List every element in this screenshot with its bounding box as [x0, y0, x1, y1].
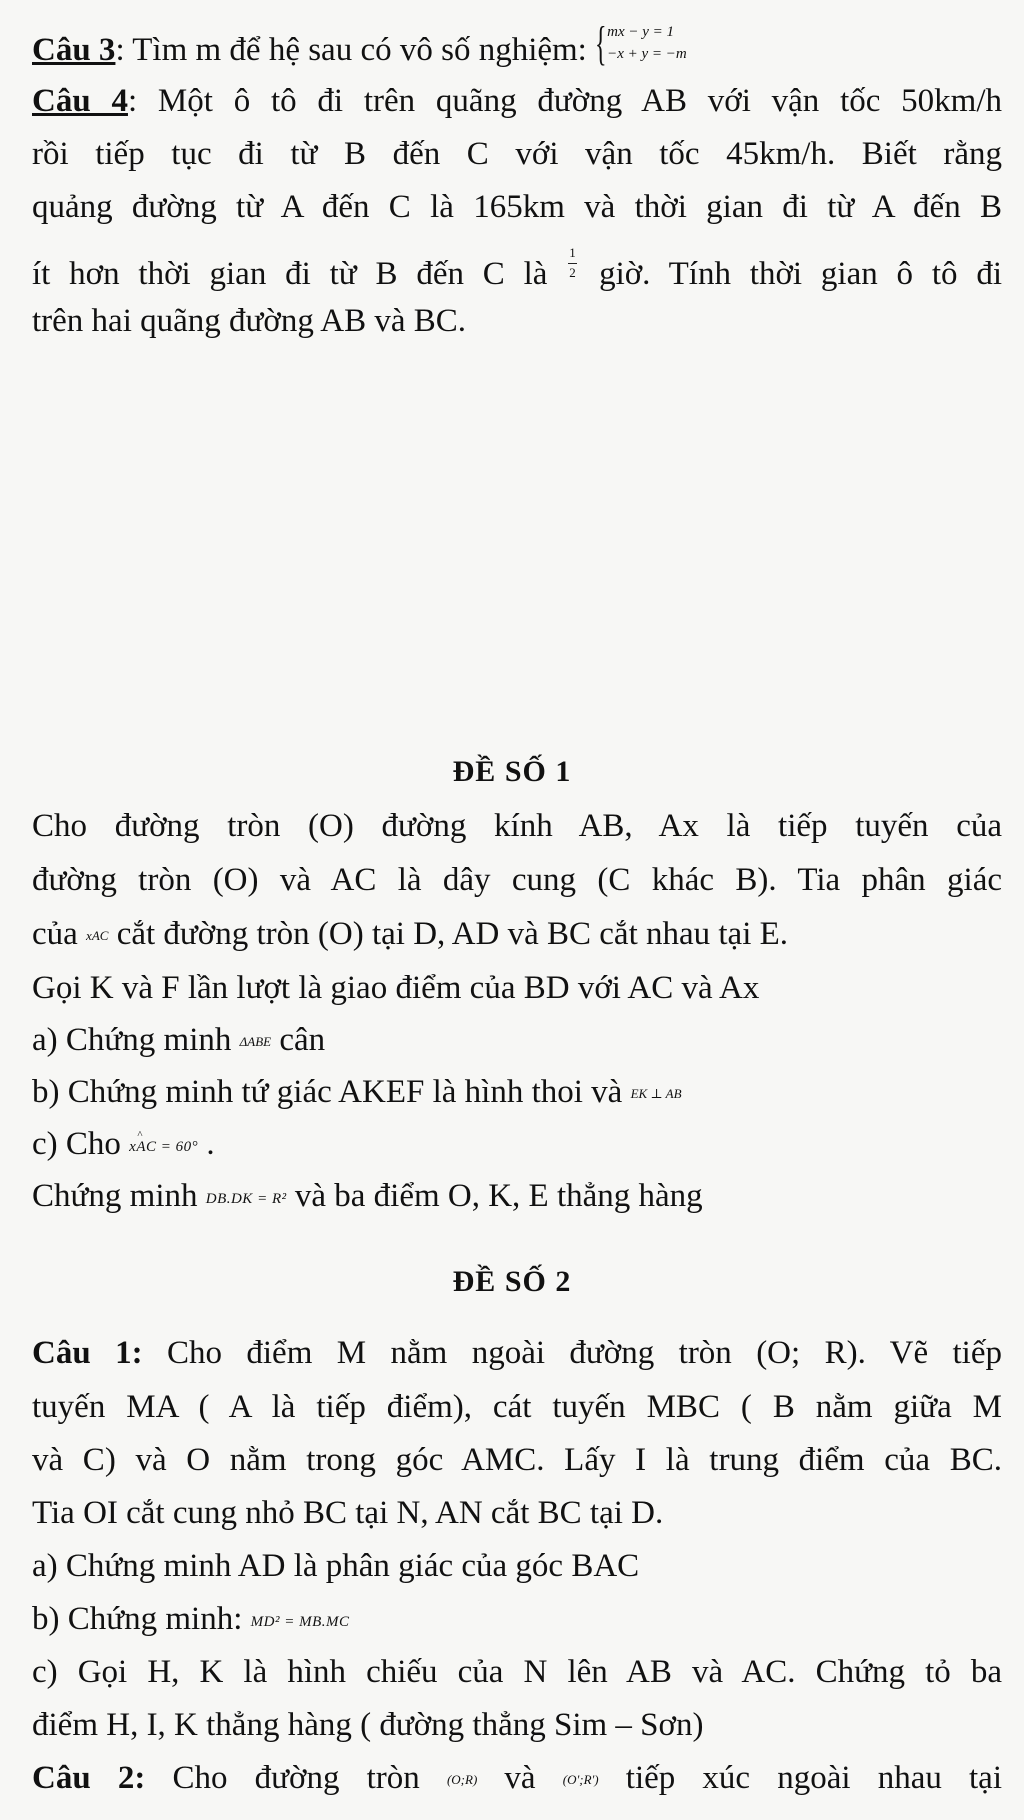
de2-q1-part-c1: c) Gọi H, K là hình chiếu của N lên AB và AC. Chứng tỏ ba: [32, 1654, 1002, 1690]
cau3-label: Câu 3: [32, 32, 116, 68]
cau4-line4-a: ít hơn thời gian đi từ B đến C là: [32, 256, 567, 292]
equation-1: mx − y = 1: [607, 24, 675, 40]
cau4-line-4: [32, 246, 1002, 295]
circle-o-r: (O;R): [446, 1772, 478, 1787]
cau4-line-3: quảng đường từ A đến C là 165km và thời gian đi từ A đến B: [32, 189, 1002, 225]
de1-part-a: [32, 1019, 1002, 1063]
de1-a-text: a) Chứng minh: [32, 1022, 240, 1058]
cau4-line1-text: : Một ô tô đi trên quãng đường AB với vận tốc 50km/h: [127, 83, 1003, 119]
de2-heading: ĐỀ SỐ 2: [452, 1265, 572, 1298]
de1-part-b: [32, 1071, 1002, 1115]
de2-q1-line-3: và C) và O nằm trong góc AMC. Lấy I là trung điểm của BC.: [32, 1442, 1002, 1478]
angle-xac: xAC: [86, 928, 109, 943]
angle-x: x: [129, 1139, 137, 1155]
de1-heading: ĐỀ SỐ 1: [452, 755, 572, 788]
de2-q1-part-c2: điểm H, I, K thẳng hàng ( đường thẳng Sim – Sơn): [32, 1707, 704, 1743]
fraction-denominator: 2: [569, 265, 576, 280]
de1-b-text: b) Chứng minh tứ giác AKEF là hình thoi và: [32, 1074, 631, 1110]
de2-q2-l1c: tiếp xúc ngoài nhau tại: [598, 1760, 1002, 1796]
de1-line3-b: cắt đường tròn (O) tại D, AD và BC cắt nhau tại E.: [108, 916, 789, 952]
cau3-line: [32, 17, 1002, 71]
de2-q2-label: Câu 2:: [32, 1760, 146, 1796]
de1-c2-end: và ba điểm O, K, E thẳng hàng: [286, 1178, 703, 1214]
angle-xac-60: [129, 1139, 198, 1155]
de2-q1-l1: Cho điểm M nằm ngoài đường tròn (O; R). Vẽ tiếp: [142, 1335, 1002, 1371]
de2-q1-part-a: a) Chứng minh AD là phân giác của góc BAC: [32, 1548, 640, 1584]
de2-q1-line-1: [32, 1332, 1002, 1374]
equation-dbdk: DB.DK = R²: [205, 1191, 287, 1207]
circle-o2-r2: (O';R'): [562, 1772, 599, 1787]
angle-a-hat: ^ A: [136, 1126, 146, 1168]
de2-q1-b-text: b) Chứng minh:: [32, 1601, 251, 1637]
cau4-line-5: trên hai quãng đường AB và BC.: [32, 303, 467, 339]
de1-part-c2: [32, 1175, 1002, 1220]
cau4-line-2: rồi tiếp tục đi từ B đến C với vận tốc 45km/h. Biết rằng: [32, 136, 1002, 172]
fraction-half: [566, 246, 580, 286]
de2-q1-line-2: tuyến MA ( A là tiếp điểm), cát tuyến MBC ( B nằm giữa M: [32, 1389, 1002, 1425]
equation-md2: MD² = MB.MC: [250, 1614, 350, 1630]
fraction-numerator: 1: [569, 245, 576, 260]
de2-q1-line-4: Tia OI cắt cung nhỏ BC tại N, AN cắt BC tại D.: [32, 1495, 664, 1531]
equation-2: −x + y = −m: [607, 46, 687, 62]
de1-c-end: .: [198, 1126, 215, 1162]
de2-q2-l1a: Cho đường tròn: [145, 1760, 447, 1796]
cau4-label: Câu 4: [32, 83, 128, 119]
cau4-line-1: [32, 80, 1002, 122]
de1-line3-a: của: [32, 916, 87, 952]
de2-q1-label: Câu 1:: [32, 1335, 143, 1371]
de2-q2-l1b: và: [477, 1760, 563, 1796]
de1-a-end: cân: [271, 1022, 326, 1058]
de1-line-3: [32, 913, 1002, 957]
cau3-text: : Tìm m để hệ sau có vô số nghiệm:: [115, 32, 596, 68]
de1-c-text: c) Cho: [32, 1126, 130, 1162]
equation-system: [595, 17, 745, 70]
de2-q2-line-1: [32, 1757, 1002, 1801]
de1-c2-text: Chứng minh: [32, 1178, 206, 1214]
system-brace: {: [595, 17, 607, 70]
de1-line-1: Cho đường tròn (O) đường kính AB, Ax là tiếp tuyến của: [32, 808, 1002, 844]
perp-ek-ab: EK ⊥ AB: [630, 1086, 682, 1101]
de1-line-4: Gọi K và F lần lượt là giao điểm của BD với AC và Ax: [32, 970, 760, 1006]
de1-line-2: đường tròn (O) và AC là dây cung (C khác B). Tia phân giác: [32, 862, 1002, 898]
de2-q1-part-b: [32, 1598, 1002, 1643]
triangle-abe: ΔABE: [239, 1034, 272, 1049]
de1-part-c: [32, 1123, 1002, 1168]
angle-c-value: C = 60°: [146, 1139, 199, 1155]
cau4-line4-b: giờ. Tính thời gian ô tô đi: [580, 256, 1002, 292]
